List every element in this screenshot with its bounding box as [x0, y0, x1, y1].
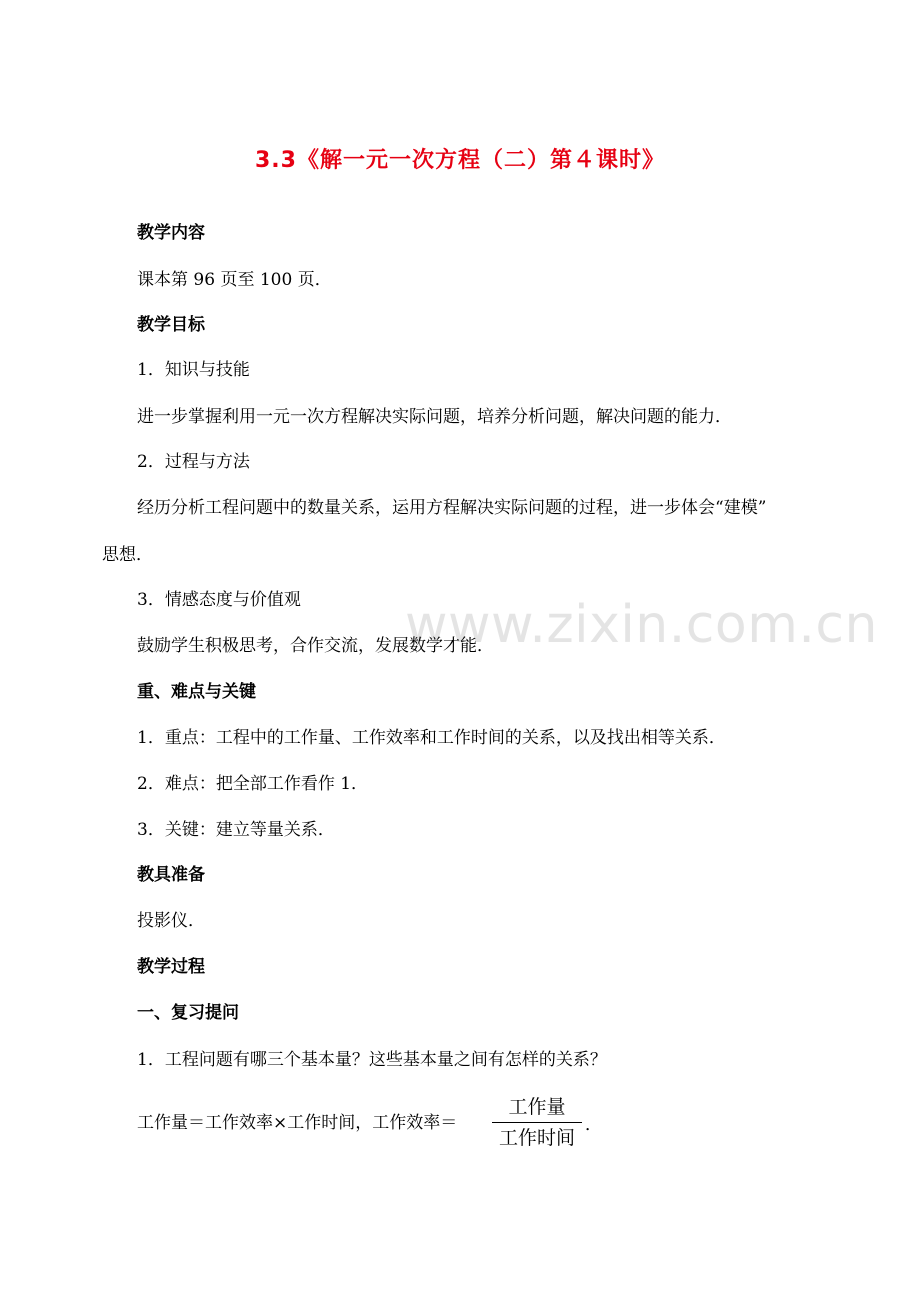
fraction [492, 1094, 582, 1151]
heading-key-points: 重、难点与关键 [137, 682, 256, 702]
fraction-numerator: 工作量 [508, 1096, 566, 1118]
goal1-title: 1．知识与技能 [137, 360, 250, 380]
watermark: www.zixin.com.cn [405, 595, 878, 655]
key-point-2: 2．难点：把全部工作看作 1． [137, 774, 369, 794]
heading-review: 一、复习提问 [137, 1003, 239, 1023]
goal2-title: 2．过程与方法 [137, 452, 250, 472]
fraction-bar [492, 1122, 582, 1123]
teaching-content-text: 课本第 96 页至 100 页． [137, 270, 332, 290]
document-title: 3.3《解一元一次方程（二）第４课时》 [255, 148, 665, 173]
goal1-text: 进一步掌握利用一元一次方程解决实际问题，培养分析问题，解决问题的能力． [137, 407, 732, 427]
fraction-denominator: 工作时间 [498, 1127, 575, 1149]
review-question-1: 1．工程问题有哪三个基本量？这些基本量之间有怎样的关系？ [137, 1050, 607, 1070]
heading-teaching-process: 教学过程 [137, 957, 205, 977]
heading-teaching-tools: 教具准备 [137, 865, 205, 885]
formula-prefix: 工作量＝工作效率×工作时间，工作效率＝ [137, 1113, 458, 1133]
goal2-text-line1: 经历分析工程问题中的数量关系，运用方程解决实际问题的过程，进一步体会“建模” [137, 498, 767, 518]
teaching-tools-text: 投影仪． [137, 911, 205, 931]
formula-suffix: ． [585, 1115, 602, 1135]
heading-teaching-goals: 教学目标 [137, 315, 205, 335]
key-point-3: 3．关键：建立等量关系． [137, 820, 335, 840]
goal2-text-line2: 思想． [102, 545, 153, 565]
goal3-title: 3．情感态度与价值观 [137, 590, 301, 610]
key-point-1: 1．重点：工程中的工作量、工作效率和工作时间的关系，以及找出相等关系． [137, 728, 726, 748]
goal3-text: 鼓励学生积极思考，合作交流，发展数学才能． [137, 636, 494, 656]
heading-teaching-content: 教学内容 [137, 223, 205, 243]
